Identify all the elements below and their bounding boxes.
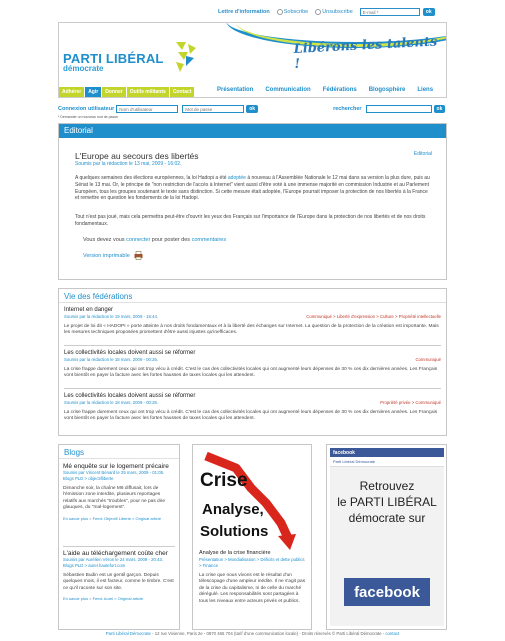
print-version-link[interactable]: Version imprimable	[83, 251, 143, 260]
blog-item-source[interactable]: Blogs PLD > aurel.hautefort.com	[63, 563, 126, 569]
editorial-submeta: Soumis par la rédaction le 13 mai, 2009 - 16:02.	[75, 161, 182, 167]
newsletter-ok-button[interactable]: ok	[423, 8, 435, 16]
blog-item-meta: Soumis par Vincent Bénard le 25 mars, 2009 - 01:05.	[63, 470, 165, 476]
nav-outils-militants[interactable]: Outils militants	[127, 87, 169, 97]
federation-item	[64, 307, 441, 337]
header-slogan: Libérons les talents !	[293, 34, 438, 72]
federation-item-body: Le projet de loi dit « HADOPI » porte atteinte à nos droits fondamentaux et à la liberté des échanges sur Internet. La question de la protection de la création est importante. Mais les mesures techniques proposées promettent d'être aussi injustes qu'inefficaces.	[64, 324, 439, 336]
subscribe-radio[interactable]	[277, 9, 283, 15]
editorial-title: Editorial	[59, 124, 446, 138]
divider	[64, 345, 441, 346]
subscribe-option[interactable]: Sobscribe	[277, 9, 308, 15]
nav-agir[interactable]: Agir	[85, 87, 101, 97]
federation-item-meta: Soumis par la rédaction le 18 mars, 2009 - 00:26.	[64, 357, 159, 362]
login-bar	[58, 104, 447, 114]
comments-link[interactable]: commentaires	[191, 237, 227, 243]
crise-banner-image[interactable]	[196, 448, 308, 553]
crise-panel	[192, 444, 312, 630]
login-label: Connexion utilisateur	[58, 106, 115, 112]
password-input[interactable]	[182, 105, 244, 113]
crise-word-3: Solutions	[200, 523, 269, 540]
crise-caption[interactable]: Analyse de la crise financière	[199, 550, 271, 556]
logo-line2: démocrate	[63, 64, 104, 73]
newsletter-label: Lettre d'information	[218, 9, 270, 15]
logo-mark-icon	[172, 40, 198, 74]
blog-item	[63, 463, 175, 521]
blog-item-links[interactable]: En savoir plus > Feed: Objectif Liberte > Original article	[63, 515, 162, 521]
newsletter-email-input[interactable]	[360, 8, 420, 16]
nav-contact[interactable]: Contact	[170, 87, 195, 97]
federation-item-meta: Soumis par la rédaction le 18 mars, 2009 - 00:26.	[64, 400, 159, 405]
search-label: rechercher	[333, 106, 362, 112]
federation-item	[64, 393, 441, 423]
site-logo[interactable]	[63, 51, 164, 73]
federations-title: Vie des fédérations	[59, 289, 446, 303]
printer-icon	[134, 251, 143, 260]
footer-contact-link[interactable]: contact	[385, 631, 400, 636]
nav-federations[interactable]: Fédérations	[322, 87, 357, 93]
login-ok-button[interactable]: ok	[246, 105, 258, 113]
federation-item-body: La crise frappe durement ceux qui ont trop vécu à crédit. C'est le cas des collectivités locales qui ont augmenté leurs dépenses de 30 % ces dix dernières années. Les Français vont bientôt en payer la facture avec les fortes hausses de taxes locales qui les attendent.	[64, 410, 438, 422]
facebook-topbar: facebook	[330, 448, 444, 457]
nav-donner[interactable]: Donner	[102, 87, 126, 97]
federation-item-categories[interactable]: Propriété privée > Communiqué	[380, 400, 441, 405]
facebook-banner[interactable]	[330, 448, 444, 626]
username-input[interactable]	[116, 105, 178, 113]
divider	[63, 546, 175, 547]
crise-word-1: Crise	[200, 470, 248, 491]
crise-categories[interactable]: Présentation > Mondialisation > Déficits et dette publics > Finance	[199, 557, 305, 568]
blogs-panel	[58, 444, 180, 630]
nav-communication[interactable]: Communication	[265, 87, 311, 93]
blog-item-body: Sébastien Budin est un gentil garçon. Depuis quelques mois, il est facteur, comme le timbre. C'est ce qu'il raconte sur son site.	[63, 572, 174, 591]
blog-item-title[interactable]: L'aide au téléchargement coûte cher	[63, 550, 168, 557]
nav-liens[interactable]: Liens	[417, 87, 434, 93]
adoptee-link[interactable]: adoptée	[227, 175, 246, 181]
federations-panel	[58, 288, 447, 436]
facebook-panel	[326, 444, 447, 630]
editorial-tag[interactable]: Editorial	[413, 151, 432, 157]
nav-presentation[interactable]: Présentation	[217, 87, 254, 93]
connect-link[interactable]: connecter	[126, 237, 151, 243]
footer-site-link[interactable]: Parti Libéral Démocrate	[105, 631, 151, 636]
facebook-page-name: Parti Libéral Démocrate	[330, 457, 444, 467]
nav-blogosphere[interactable]: Blogosphère	[368, 87, 406, 93]
blog-item-links[interactable]: En savoir plus > Feed: Aurel > Original article	[63, 596, 144, 602]
blog-item-meta: Soumis par Aurélien Véron le 24 mars, 2009 - 20:43.	[63, 557, 164, 563]
nav-adherer[interactable]: Adhérer	[59, 87, 84, 97]
facebook-logo[interactable]: facebook	[344, 578, 430, 606]
search-ok-button[interactable]: ok	[434, 105, 446, 113]
logo-line1: PARTI LIBÉRAL	[63, 51, 164, 66]
editorial-login-notice: Vous devez vous connecter pour poster des commentaires	[83, 237, 227, 243]
site-footer: Parti Libéral Démocrate - 12 rue Vivienne, Paris 2e - 0870 465 704 (tarif d'une communication locale) - Droits réservés © Parti Libéral Démocrate - contact	[105, 631, 400, 636]
editorial-paragraph-2: Tout n'est pas joué, mais cela permettra peut-être d'ouvrir les yeux des Français sur l'importance de l'Europe dans la protection de nos libertés et de nos droits fondamentaux.	[75, 214, 426, 227]
blog-item	[63, 550, 175, 601]
editorial-paragraph-1: A quelques semaines des élections européennes, la loi Hadopi a été adoptée à nouveau à l'Assemblée Nationale le 12 mai dans sa version la plus dure, puis au Sénat le 13 mai. Or, le principe de "non restriction de l'accès à Internet" vient aussi d'être voté à une immense majorité en commission Industrie et au Parlement Européen, tous les groupes soutenant le texte sans distinction. Si cette mesure était adoptée, l'Europe pourrait imposer la protection de nos libertés à la France et remettre en question les fondements de la loi Hadopi.	[75, 175, 430, 202]
editorial-panel	[58, 123, 447, 280]
crise-word-2: Analyse,	[202, 501, 264, 518]
federation-item-categories[interactable]: Communiqué	[415, 357, 441, 362]
editorial-headline[interactable]: L'Europe au secours des libertés	[75, 151, 199, 161]
nav-secondary	[217, 87, 433, 93]
blog-item-body: Dimanche soir, la chaîne M6 diffusait, lors de l'émission zone interdite, plusieurs reportages relatifs aux marchés "troubles", pour ne pas dire glauques, du "mal-logement".	[63, 485, 166, 511]
unsubscribe-radio[interactable]	[315, 9, 321, 15]
federation-item-title[interactable]: Internet en danger	[64, 307, 114, 313]
federation-item	[64, 350, 441, 380]
divider	[64, 388, 441, 389]
unsubscribe-option[interactable]: Unsubscribe	[315, 9, 353, 15]
newsletter-bar	[218, 7, 435, 17]
federation-item-title[interactable]: Les collectivités locales doivent aussi se réformer	[64, 350, 196, 356]
crise-body: La crise que nous vivons est le résultat d'un télescopage d'une ampleur inédite. Il ne s'agit pas de la crise du capitalisme, ni de celle du marché dérégulé. Les responsabilités sont partagées à tous les niveaux entre acteurs privés et publics.	[199, 573, 306, 604]
federation-item-body: La crise frappe durement ceux qui ont trop vécu à crédit. C'est le cas des collectivités locales qui ont augmenté leurs dépenses de 30 % ces dix dernières années. Les Français vont bientôt en payer la facture avec les fortes hausses de taxes locales qui les attendent.	[64, 367, 438, 379]
federation-item-title[interactable]: Les collectivités locales doivent aussi se réformer	[64, 393, 196, 399]
blogs-title: Blogs	[59, 445, 179, 459]
facebook-promo-text: Retrouvez le PARTI LIBÉRAL démocrate sur	[337, 479, 437, 526]
site-header	[58, 22, 447, 98]
federation-item-meta: Soumis par la rédaction le 19 mars, 2009 - 15:44.	[64, 314, 159, 319]
nav-primary	[59, 87, 194, 97]
federation-item-categories[interactable]: Communiqué > Liberté d'expression > Culture > Propriété intellectuelle	[306, 314, 441, 319]
search-input[interactable]	[366, 105, 432, 113]
blog-item-source[interactable]: Blogs PLD > objectifliberte	[63, 476, 114, 482]
forgot-password-link[interactable]: * Demander un nouveau mot de passe	[58, 115, 118, 119]
blog-item-title[interactable]: Mé enquête sur le logement précaire	[63, 463, 169, 470]
